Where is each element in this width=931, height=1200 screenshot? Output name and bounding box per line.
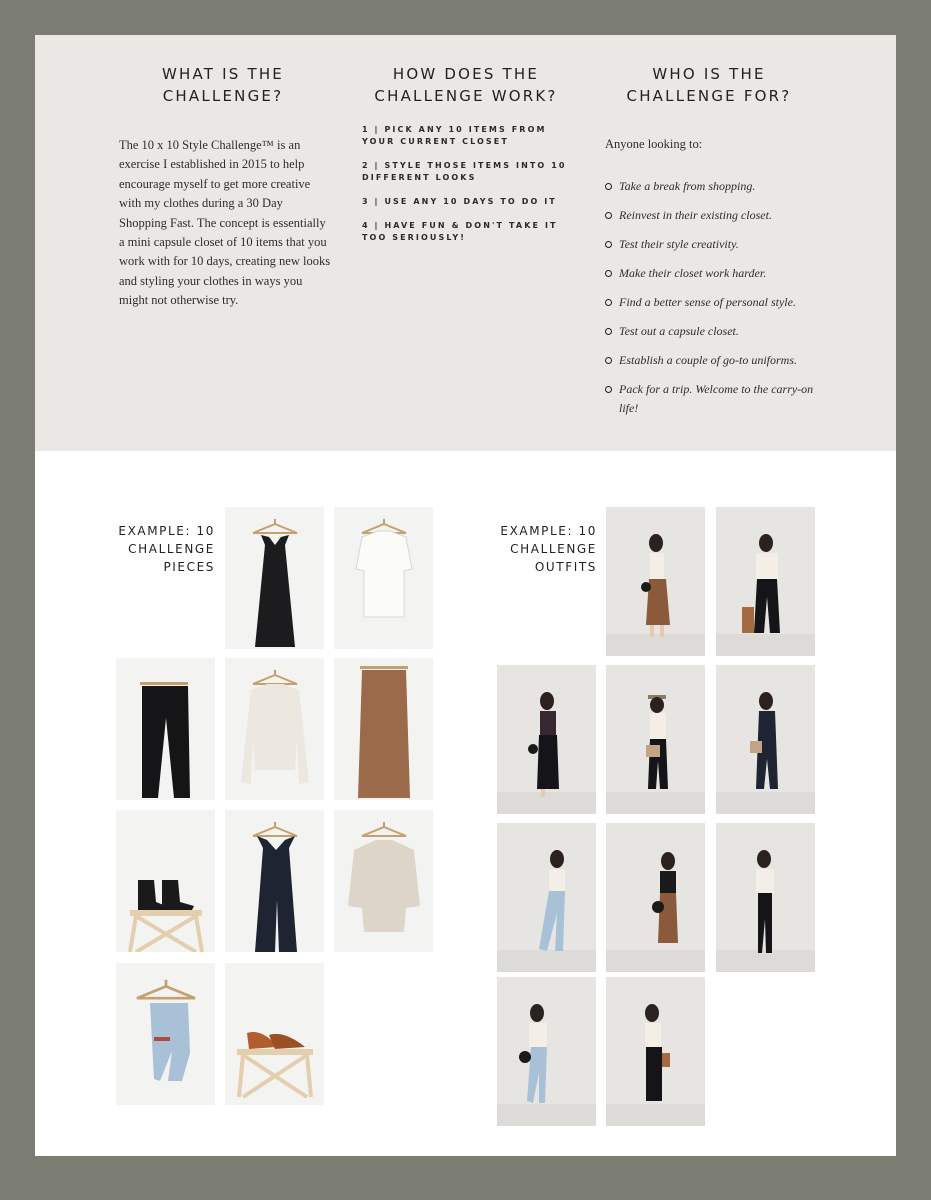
list-item: Pack for a trip. Welcome to the carry-on life! <box>605 380 820 418</box>
figure-icon <box>497 823 596 972</box>
outfit-8 <box>716 823 815 972</box>
figure-icon <box>606 977 705 1126</box>
how-steps <box>362 124 577 256</box>
piece-linen-top <box>334 810 433 952</box>
black-dress-icon <box>225 507 324 649</box>
bullet-icon <box>605 183 612 190</box>
piece-black-dress <box>225 507 324 649</box>
outfit-6 <box>497 823 596 972</box>
jeans-icon <box>116 963 215 1105</box>
who-heading: WHO IS THE CHALLENGE FOR? <box>626 65 792 105</box>
list-item: Make their closet work harder. <box>605 264 820 283</box>
piece-brown-loafers <box>225 963 324 1105</box>
brown-skirt-icon <box>334 658 433 800</box>
piece-black-trousers <box>116 658 215 800</box>
outfit-10 <box>606 977 705 1126</box>
piece-light-jeans <box>116 963 215 1105</box>
list-item: Establish a couple of go-to uniforms. <box>605 351 820 370</box>
figure-icon <box>606 507 705 656</box>
outfit-3 <box>497 665 596 814</box>
list-item: Test out a capsule closet. <box>605 322 820 341</box>
figure-icon <box>497 977 596 1126</box>
figure-icon <box>716 507 815 656</box>
figure-icon <box>716 823 815 972</box>
figure-icon <box>716 665 815 814</box>
who-intro: Anyone looking to: <box>605 137 703 151</box>
bullet-icon <box>605 212 612 219</box>
navy-jumpsuit-icon <box>225 810 324 952</box>
white-shirt-icon <box>334 507 433 649</box>
figure-icon <box>606 665 705 814</box>
list-item: Find a better sense of personal style. <box>605 293 820 312</box>
loafers-icon <box>225 963 324 1105</box>
piece-cream-sweater <box>225 658 324 800</box>
outfits-label: EXAMPLE: 10 CHALLENGE OUTFITS <box>500 524 597 574</box>
black-boots-icon <box>116 810 215 952</box>
outfit-4 <box>606 665 705 814</box>
list-item: Reinvest in their existing closet. <box>605 206 820 225</box>
bullet-icon <box>605 357 612 364</box>
bullet-icon <box>605 328 612 335</box>
pieces-label: EXAMPLE: 10 CHALLENGE PIECES <box>118 524 215 574</box>
who-list <box>605 177 820 428</box>
bullet-icon <box>605 270 612 277</box>
piece-black-boots <box>116 810 215 952</box>
outfit-2 <box>716 507 815 656</box>
bullet-icon <box>605 299 612 306</box>
black-trousers-icon <box>116 658 215 800</box>
outfit-9 <box>497 977 596 1126</box>
list-item: Test their style creativity. <box>605 235 820 254</box>
how-heading: HOW DOES THE CHALLENGE WORK? <box>374 65 558 105</box>
piece-brown-skirt <box>334 658 433 800</box>
linen-top-icon <box>334 810 433 952</box>
figure-icon <box>606 823 705 972</box>
outfit-5 <box>716 665 815 814</box>
figure-icon <box>497 665 596 814</box>
what-heading: WHAT IS THE CHALLENGE? <box>162 65 284 105</box>
what-body: The 10 x 10 Style Challenge™ is an exercise I established in 2015 to help encourage myself to get more creative with my clothes during a 30 Day Shopping Fast. The concept is essentially a mini capsule closet of 10 items that you work with for 10 days, creating new looks and styling your clothes in ways you might not otherwise try. <box>119 138 331 308</box>
outfit-7 <box>606 823 705 972</box>
bullet-icon <box>605 386 612 393</box>
bullet-icon <box>605 241 612 248</box>
outfit-1 <box>606 507 705 656</box>
step-4: 4 | HAVE FUN & DON'T TAKE IT TOO SERIOUSLY! <box>362 221 558 242</box>
list-item: Take a break from shopping. <box>605 177 820 196</box>
step-1: 1 | PICK ANY 10 ITEMS FROM YOUR CURRENT CLOSET <box>362 125 547 146</box>
step-3: 3 | USE ANY 10 DAYS TO DO IT <box>362 197 557 206</box>
piece-navy-jumpsuit <box>225 810 324 952</box>
step-2: 2 | STYLE THOSE ITEMS INTO 10 DIFFERENT LOOKS <box>362 161 567 182</box>
piece-white-shirt <box>334 507 433 649</box>
cream-sweater-icon <box>225 658 324 800</box>
